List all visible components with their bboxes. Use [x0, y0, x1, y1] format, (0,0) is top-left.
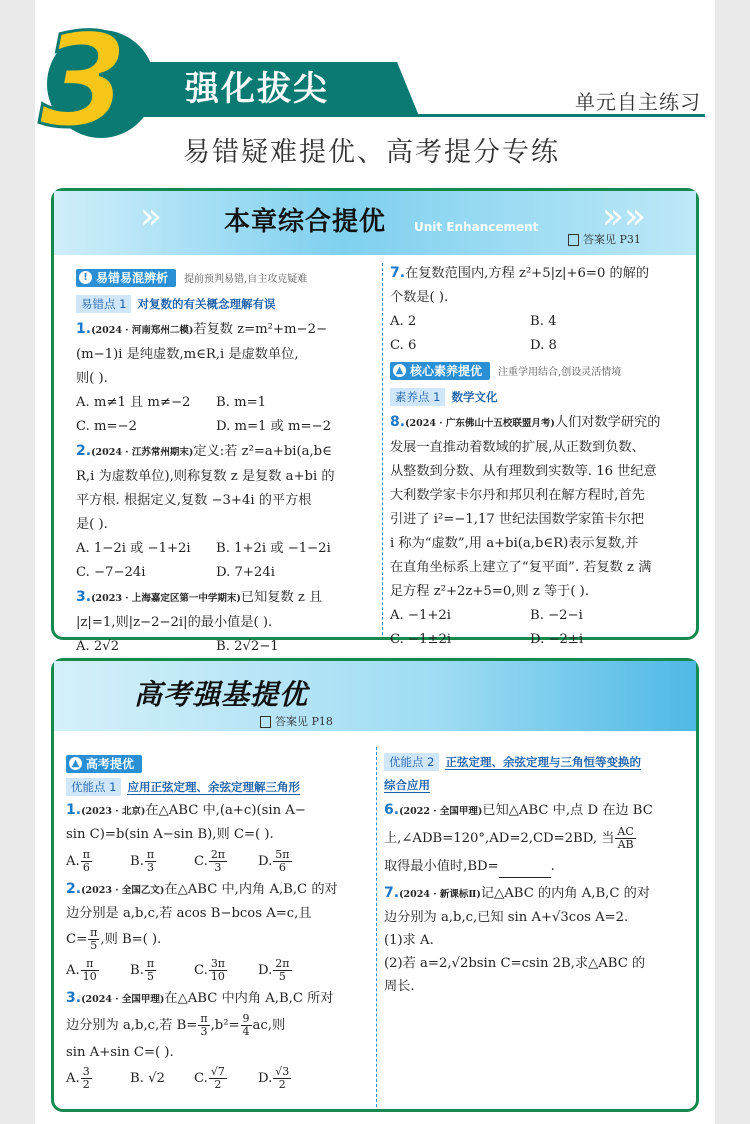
book-icon: [260, 716, 271, 728]
card2-right-column: [384, 751, 684, 998]
card1-left-column: [76, 267, 372, 659]
alert-icon: !: [79, 271, 92, 284]
unit-label: 单元自主练习: [575, 90, 701, 114]
question-3: 3.(2024 · 全国甲理)在△ABC 中内角 A,B,C 所对 边分别为 a,b,c,若 B= $\frac{\pi}{3}$ ,b²= $\frac{9}{4}$ ac,则 sin A+sin C=( ). A. $\frac{3}{2}$ B. √2 C. $\frac{√7}{2}$ D. $\frac{√3}{2}$: [66, 990, 334, 1091]
error-analysis-tag: ! 易错易混辨析: [76, 269, 176, 287]
column-divider: [382, 263, 383, 635]
core-literacy-tag: ▲ 核心素养提优: [390, 362, 490, 380]
section-title: 强化拔尖: [135, 62, 397, 116]
question-3: 3.(2023 · 上海嘉定区第一中学期末)已知复数 z 且 |z|=1,则|z−2−2i|的最小值是( ). A. 2√2 B. 2√2−1: [76, 589, 323, 654]
tag-note: 注重学用结合,创设灵活情境: [498, 367, 622, 378]
question-7: 7.在复数范围内,方程 z²+5|z|+6=0 的解的 个数是( ). A. 2 B. 4 C. 6 D. 8: [390, 265, 650, 353]
ability-point: 优能点 2 正弦定理、余弦定理与三角恒等变换的: [384, 753, 641, 771]
question-6: 6.(2022 · 全国甲理)已知△ABC 中,点 D 在边 BC 上,∠ADB=120°,AD=2,CD=2BD, 当 $\frac{AC}{AB}$ 取得最小值时,BD= .: [384, 799, 684, 878]
rocket-icon: ▲: [393, 364, 406, 377]
question-1: 1.(2023 · 北京)在△ABC 中,(a+c)(sin A− sin C)=b(sin A−sin B),则 C=( ). A. $\frac{\pi}{6}$ B. $\frac{\pi}{3}$ C. $\frac{2\pi}{3}$ D. $\frac{5\pi}{6}$: [66, 802, 306, 874]
card2-title: 高考强基提优: [134, 678, 309, 711]
ability-point-cont: 综合应用: [384, 778, 430, 792]
answer-reference: 答案见 P31: [568, 231, 641, 247]
card1-subtitle: Unit Enhancement: [414, 220, 539, 234]
title-bar-tail: [397, 62, 419, 116]
page-subtitle: 易错疑难提优、高考提分专练: [183, 137, 560, 168]
knowledge-point: 易错点 1 对复数的有关概念理解有误: [76, 295, 275, 313]
answer-reference: 答案见 P18: [260, 713, 333, 729]
card1-title: 本章综合提优: [224, 207, 387, 237]
book-icon: [568, 234, 579, 246]
chevron-decor-icon: »»: [602, 196, 647, 237]
question-2: 2.(2024 · 江苏常州期末)定义:若 z²=a+bi(a,b∈ R,i 为虚数单位),则称复数 z 是复数 a+bi 的 平方根. 根据定义,复数 −3+4i 的平方根 是( ). A. 1−2i 或 −1+2i B. 1+2i 或 −1−2i C. −7−24i D. 7+24i: [76, 443, 335, 580]
gaokao-enhancement-card: [51, 658, 699, 1112]
question-2: 2.(2023 · 全国乙文)在△ABC 中,内角 A,B,C 的对 边分别是 a,b,c,若 acos B−bcos A=c,且 C= $\frac{\pi}{5}$ ,则 B=( ). A. $\frac{\pi}{10}$ B. $\frac{\pi}{5}$ C. $\frac{3\pi}{10}$ D. $\frac{2\pi}{5}$: [66, 881, 338, 983]
unit-enhancement-card: [51, 188, 699, 654]
question-1: 1.(2024 · 河南郑州二模)若复数 z=m²+m−2− (m−1)i 是纯虚数,m∈R,i 是虚数单位, 则( ). A. m≠1 且 m≠−2 B. m=1 C. m=−2 D. m=1 或 m=−2: [76, 321, 331, 434]
card2-left-column: [66, 753, 366, 1094]
card1-right-column: [390, 261, 688, 652]
card2-banner: [54, 661, 696, 731]
graduation-cap-icon: ▲: [69, 757, 82, 770]
answer-blank[interactable]: [499, 863, 551, 878]
question-7: 7.(2024 · 新课标Ⅱ)记△ABC 的内角 A,B,C 的对 边分别为 a,b,c,已知 sin A+√3cos A=2. (1)求 A. (2)若 a=2,√2bsin C=csin 2B,求△ABC 的 周长.: [384, 885, 651, 994]
tag-note: 提前预判易错,自主攻克疑难: [184, 274, 308, 285]
chevron-decor-icon: »: [140, 196, 163, 237]
column-divider: [376, 747, 377, 1107]
chapter-number: 3: [39, 7, 129, 156]
gaokao-tag: ▲ 高考提优: [66, 755, 142, 773]
workbook-page: [35, 0, 715, 1124]
literacy-point: 素养点 1 数学文化: [390, 388, 497, 406]
question-8: 8.(2024 · 广东佛山十五校联盟月考)人们对数学研究的 发展一直推动着数域的扩展,从正数到负数、 从整数到分数、从有理数到实数等. 16 世纪意 大利数学家卡尔丹和邦贝利在解方程时,首先 引进了 i²=−1,17 世纪法国数学家笛卡尔把 i 称为“虚数”,用 a+bi(a,b∈R)表示复数,并 在直角坐标系上建立了“复平面”. 若复数 z 满 足方程 z²+2z+5=0,则 z 等于( ). A. −1+2i B. −2−i C. −1±2i D. −2±i: [390, 414, 661, 647]
ability-point: 优能点 1 应用正弦定理、余弦定理解三角形: [66, 778, 300, 796]
